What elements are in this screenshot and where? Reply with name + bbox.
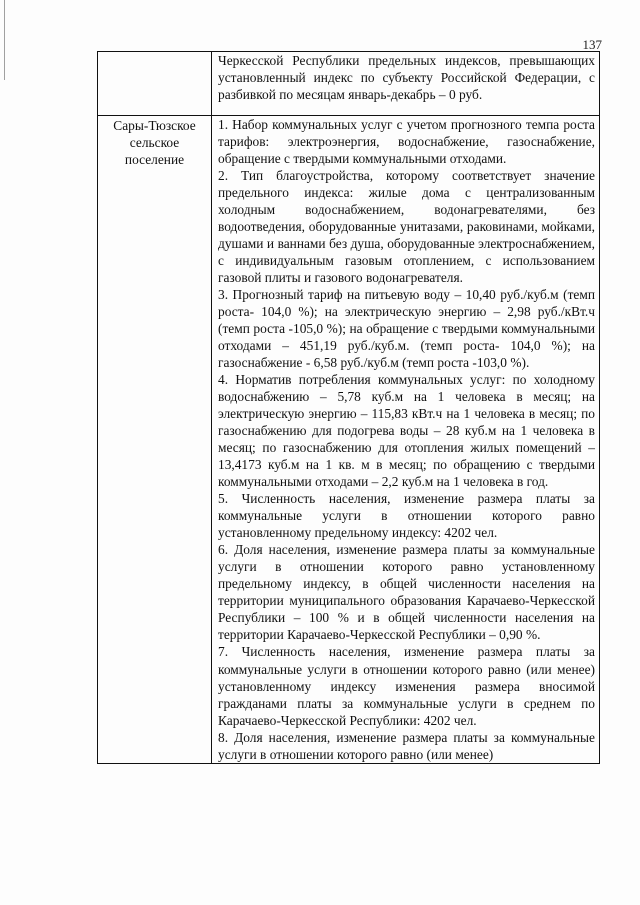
indicator-item: 4. Норматив потребления коммунальных услуг: по холодному водоснабжению – 5,78 куб.м на 1 человека в месяц; на электрическую энергию – 115,83 кВт.ч на 1 человека в месяц; по газоснабжению для подогрева воды – 28 куб.м на 1 человека в месяц; по газоснабжению для отопления жилых помещений – 13,4173 куб.м на 1 кв. м в месяц; по обращению с твердыми коммунальными отходами – 2,2 куб.м на 1 человека в год. xyxy=(218,372,595,490)
indicator-item: 8. Доля населения, изменение размера платы за коммунальные услуги в отношении которого равно (или менее) xyxy=(218,729,595,762)
indicator-item: 5. Численность населения, изменение размера платы за коммунальные услуги в отношении которого равно установленному предельному индексу: 4202 чел. xyxy=(218,491,595,541)
settlement-table xyxy=(97,51,600,764)
settlement-name: Сары-Тюзское сельское поселение xyxy=(113,118,196,168)
indicator-item: 2. Тип благоустройства, которому соответствует значение предельного индекса: жилые дома с централизованным холодным водоснабжением, водонагревателями, без водоотведения, оборудованные унитазами, раковинами, мойками, душами и ваннами без душа, оборудованные электроснабжением, с индивидуальным газовым отоплением, с использованием газовой плиты и газового водонагревателя. xyxy=(218,168,595,286)
continued-text-cell xyxy=(212,52,600,116)
indicator-item: 1. Набор коммунальных услуг с учетом прогнозного темпа роста тарифов: электроэнергия, водоснабжение, газоснабжение, обращение с твердыми коммунальными отходами. xyxy=(218,117,595,167)
settlement-name-cell xyxy=(98,116,212,764)
page-number: 137 xyxy=(582,37,602,52)
indicator-item: 3. Прогнозный тариф на питьевую воду – 10,40 руб./куб.м (темп роста- 104,0 %); на электрическую энергию – 2,98 руб./кВт.ч (темп роста -105,0 %); на обращение с твердыми коммунальными отходами – 451,19 руб./куб.м. (темп роста- 104,0 %); на газоснабжение - 6,58 руб./куб.м (темп роста -103,0 %). xyxy=(218,287,595,371)
indicator-item: 6. Доля населения, изменение размера платы за коммунальные услуги в отношении которого равно установленному предельному индексу, в общей численности населения на территории муниципального образования Карачаево-Черкесской Республики – 100 % и в общей численности населения на территории Карачаево-Черкесской Республики – 0,90 %. xyxy=(218,542,595,643)
indicator-item: 7. Численность населения, изменение размера платы за коммунальные услуги в отношении которого равно (или менее) установленному индексу изменения размера вносимой гражданами платы за коммунальные услуги в среднем по Карачаево-Черкесской Республики: 4202 чел. xyxy=(218,644,595,728)
continuation-row xyxy=(98,52,600,116)
empty-settlement-cell xyxy=(98,52,212,116)
indicator-details-cell xyxy=(212,116,600,764)
scan-margin-line xyxy=(4,0,5,80)
continued-paragraph: Черкесской Республики предельных индексов, превышающих установленный индекс по субъекту Российской Федерации, с разбивкой по месяцам январь-декабрь – 0 руб. xyxy=(218,53,595,103)
settlement-row xyxy=(98,116,600,764)
